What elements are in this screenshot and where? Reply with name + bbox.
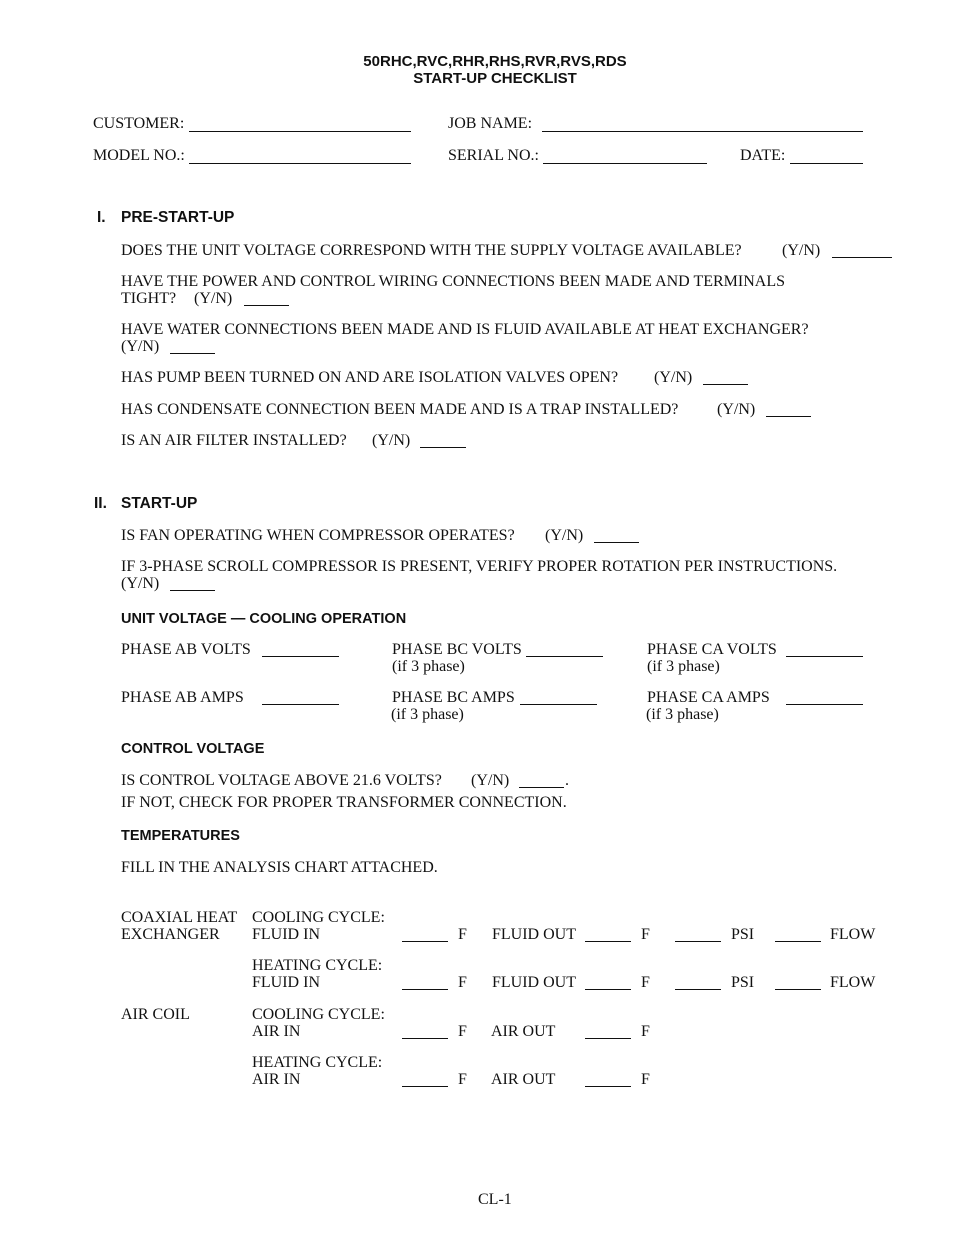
customer-label: CUSTOMER: bbox=[93, 115, 185, 132]
unit-flow: FLOW bbox=[830, 974, 876, 991]
phase-ab-amps-field[interactable] bbox=[262, 704, 339, 705]
heating-cycle-label: HEATING CYCLE: bbox=[252, 1054, 383, 1071]
control-voltage-note: IF NOT, CHECK FOR PROPER TRANSFORMER CONNECTION. bbox=[121, 794, 567, 811]
yn-label: (Y/N) bbox=[121, 338, 160, 355]
phase-bc-volts-label: PHASE BC VOLTS bbox=[392, 641, 522, 658]
coaxial-label-line1: COAXIAL HEAT bbox=[121, 909, 238, 926]
answer-field[interactable] bbox=[519, 787, 564, 788]
phase-ab-volts-field[interactable] bbox=[262, 656, 339, 657]
unit-flow: FLOW bbox=[830, 926, 876, 943]
air-out-field[interactable] bbox=[585, 1038, 631, 1039]
yn-label: (Y/N) bbox=[372, 432, 411, 449]
psi-field[interactable] bbox=[675, 989, 721, 990]
serial-no-label: SERIAL NO.: bbox=[448, 147, 539, 164]
yn-label: (Y/N) bbox=[717, 401, 756, 418]
fluid-out-field[interactable] bbox=[585, 989, 631, 990]
answer-field[interactable] bbox=[594, 542, 639, 543]
air-out-label: AIR OUT bbox=[491, 1023, 556, 1040]
section-1-title: PRE-START-UP bbox=[121, 209, 235, 226]
cooling-cycle-label: COOLING CYCLE: bbox=[252, 909, 385, 926]
unit-voltage-heading: UNIT VOLTAGE — COOLING OPERATION bbox=[121, 611, 407, 627]
fluid-in-label: FLUID IN bbox=[252, 926, 320, 943]
page-number: CL-1 bbox=[478, 1191, 512, 1208]
heating-cycle-label: HEATING CYCLE: bbox=[252, 957, 383, 974]
unit-f: F bbox=[641, 926, 650, 943]
fluid-out-label: FLUID OUT bbox=[492, 926, 576, 943]
control-voltage-heading: CONTROL VOLTAGE bbox=[121, 741, 265, 757]
yn-label: (Y/N) bbox=[194, 290, 233, 307]
q-control-voltage: IS CONTROL VOLTAGE ABOVE 21.6 VOLTS? bbox=[121, 772, 442, 789]
coaxial-label-line2: EXCHANGER bbox=[121, 926, 220, 943]
phase-ab-volts-label: PHASE AB VOLTS bbox=[121, 641, 251, 658]
answer-field[interactable] bbox=[832, 257, 892, 258]
q-condensate: HAS CONDENSATE CONNECTION BEEN MADE AND IS A TRAP INSTALLED? bbox=[121, 401, 679, 418]
unit-f: F bbox=[641, 1071, 650, 1088]
yn-label: (Y/N) bbox=[121, 575, 160, 592]
q-fan-operating: IS FAN OPERATING WHEN COMPRESSOR OPERATES? bbox=[121, 527, 515, 544]
period: . bbox=[565, 772, 569, 789]
fluid-out-field[interactable] bbox=[585, 941, 631, 942]
job-name-field[interactable] bbox=[542, 131, 863, 132]
job-name-label: JOB NAME: bbox=[448, 115, 533, 132]
date-field[interactable] bbox=[790, 163, 863, 164]
phase-ca-amps-field[interactable] bbox=[786, 704, 863, 705]
air-in-label: AIR IN bbox=[252, 1071, 301, 1088]
q-wiring-line1: HAVE THE POWER AND CONTROL WIRING CONNECTIONS BEEN MADE AND TERMINALS bbox=[121, 273, 785, 290]
yn-label: (Y/N) bbox=[471, 772, 510, 789]
air-in-field[interactable] bbox=[402, 1086, 448, 1087]
date-label: DATE: bbox=[740, 147, 786, 164]
q-unit-voltage: DOES THE UNIT VOLTAGE CORRESPOND WITH THE SUPPLY VOLTAGE AVAILABLE? bbox=[121, 242, 742, 259]
answer-field[interactable] bbox=[170, 353, 215, 354]
page-title-line2: START-UP CHECKLIST bbox=[413, 70, 577, 87]
phase-ca-amps-label: PHASE CA AMPS bbox=[647, 689, 770, 706]
section-1-number: I. bbox=[97, 209, 106, 226]
unit-f: F bbox=[641, 974, 650, 991]
flow-field[interactable] bbox=[775, 989, 821, 990]
phase-bc-amps-field[interactable] bbox=[520, 704, 597, 705]
model-no-label: MODEL NO.: bbox=[93, 147, 185, 164]
section-2-number: II. bbox=[94, 495, 107, 512]
phase-bc-amps-label: PHASE BC AMPS bbox=[392, 689, 515, 706]
serial-no-field[interactable] bbox=[543, 163, 707, 164]
unit-f: F bbox=[458, 1071, 467, 1088]
answer-field[interactable] bbox=[244, 305, 289, 306]
q-wiring-line2: TIGHT? bbox=[121, 290, 177, 307]
answer-field[interactable] bbox=[420, 447, 466, 448]
phase-ca-volts-label: PHASE CA VOLTS bbox=[647, 641, 777, 658]
q-scroll-rotation-line1: IF 3-PHASE SCROLL COMPRESSOR IS PRESENT, VERIFY PROPER ROTATION PER INSTRUCTIONS. bbox=[121, 558, 838, 575]
unit-f: F bbox=[458, 974, 467, 991]
q-air-filter: IS AN AIR FILTER INSTALLED? bbox=[121, 432, 347, 449]
answer-field[interactable] bbox=[703, 384, 748, 385]
customer-field[interactable] bbox=[189, 131, 411, 132]
answer-field[interactable] bbox=[766, 416, 811, 417]
q-pump: HAS PUMP BEEN TURNED ON AND ARE ISOLATION VALVES OPEN? bbox=[121, 369, 619, 386]
fluid-out-label: FLUID OUT bbox=[492, 974, 576, 991]
flow-field[interactable] bbox=[775, 941, 821, 942]
psi-field[interactable] bbox=[675, 941, 721, 942]
yn-label: (Y/N) bbox=[545, 527, 584, 544]
yn-label: (Y/N) bbox=[782, 242, 821, 259]
temperatures-heading: TEMPERATURES bbox=[121, 828, 240, 844]
air-out-field[interactable] bbox=[585, 1086, 631, 1087]
cooling-cycle-label: COOLING CYCLE: bbox=[252, 1006, 385, 1023]
phase-bc-volts-field[interactable] bbox=[526, 656, 603, 657]
if-3-phase-note: (if 3 phase) bbox=[647, 658, 720, 675]
fluid-in-label: FLUID IN bbox=[252, 974, 320, 991]
unit-f: F bbox=[641, 1023, 650, 1040]
unit-psi: PSI bbox=[731, 926, 755, 943]
phase-ab-amps-label: PHASE AB AMPS bbox=[121, 689, 244, 706]
unit-f: F bbox=[458, 926, 467, 943]
fluid-in-field[interactable] bbox=[402, 941, 448, 942]
if-3-phase-note: (if 3 phase) bbox=[392, 658, 465, 675]
air-out-label: AIR OUT bbox=[491, 1071, 556, 1088]
yn-label: (Y/N) bbox=[654, 369, 693, 386]
fluid-in-field[interactable] bbox=[402, 989, 448, 990]
q-water-line1: HAVE WATER CONNECTIONS BEEN MADE AND IS FLUID AVAILABLE AT HEAT EXCHANGER? bbox=[121, 321, 809, 338]
phase-ca-volts-field[interactable] bbox=[786, 656, 863, 657]
air-in-field[interactable] bbox=[402, 1038, 448, 1039]
temperatures-instruction: FILL IN THE ANALYSIS CHART ATTACHED. bbox=[121, 859, 438, 876]
unit-psi: PSI bbox=[731, 974, 755, 991]
section-2-title: START-UP bbox=[121, 495, 198, 512]
if-3-phase-note: (if 3 phase) bbox=[646, 706, 719, 723]
answer-field[interactable] bbox=[170, 590, 215, 591]
air-in-label: AIR IN bbox=[252, 1023, 301, 1040]
page-title-line1: 50RHC,RVC,RHR,RHS,RVR,RVS,RDS bbox=[363, 53, 627, 70]
unit-f: F bbox=[458, 1023, 467, 1040]
model-no-field[interactable] bbox=[189, 163, 411, 164]
air-coil-label: AIR COIL bbox=[121, 1006, 190, 1023]
if-3-phase-note: (if 3 phase) bbox=[391, 706, 464, 723]
